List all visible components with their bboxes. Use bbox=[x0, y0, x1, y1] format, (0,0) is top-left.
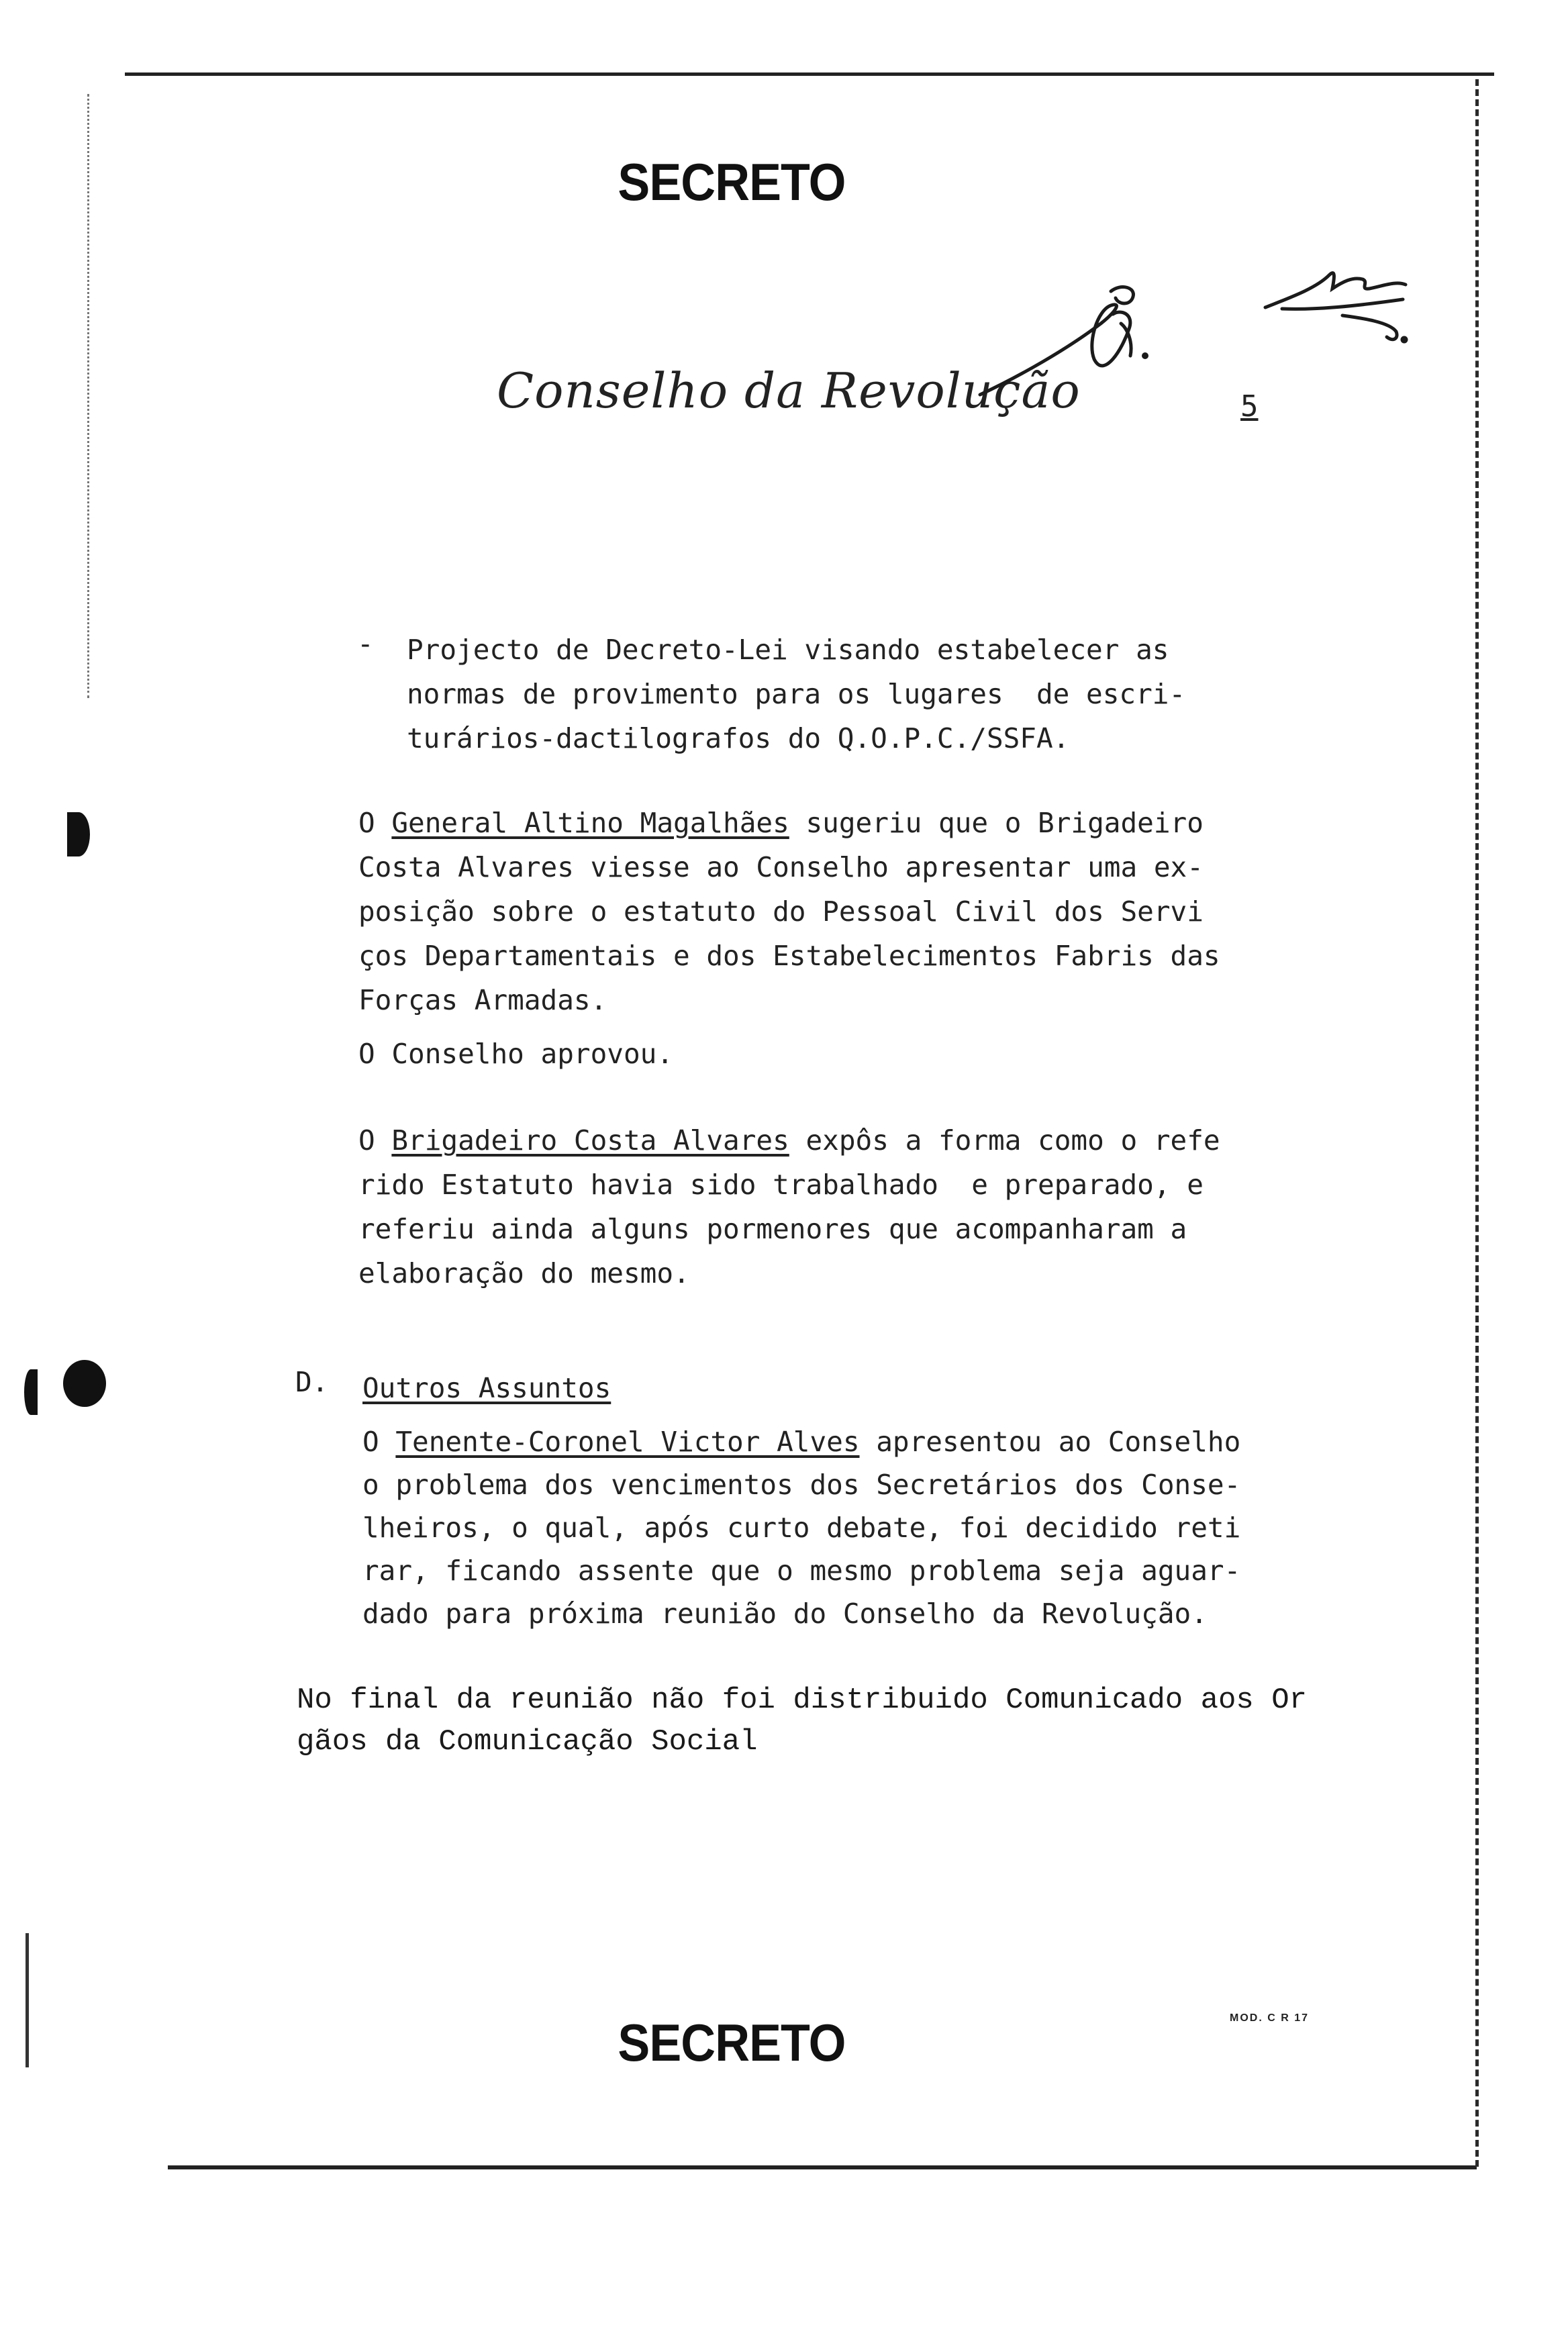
text-line: elaboração do mesmo. bbox=[358, 1257, 690, 1289]
text-line bbox=[358, 1118, 1220, 1163]
punch-hole-lower-edge bbox=[24, 1369, 38, 1415]
classification-footer: SECRETO bbox=[618, 2013, 846, 2072]
paragraph-general bbox=[358, 801, 1220, 1022]
text-fragment: apresentou ao Conselho bbox=[859, 1426, 1241, 1458]
page-number: 5 bbox=[1240, 389, 1259, 424]
text-fragment: O bbox=[358, 807, 392, 839]
section-label: D. bbox=[295, 1366, 329, 1398]
classification-header: SECRETO bbox=[618, 152, 846, 211]
text-line: lheiros, o qual, após curto debate, foi decidido reti bbox=[362, 1512, 1241, 1544]
speaker-name: Tenente-Coronel Victor Alves bbox=[395, 1426, 860, 1458]
punch-hole-upper bbox=[67, 812, 90, 856]
text-fragment: O bbox=[358, 1124, 392, 1157]
text-line: referiu ainda alguns pormenores que acompanharam a bbox=[358, 1213, 1187, 1245]
speaker-name: General Altino Magalhães bbox=[391, 807, 789, 839]
text-line: rido Estatuto havia sido trabalhado e preparado, e bbox=[358, 1169, 1204, 1201]
paragraph-aprovou: O Conselho aprovou. bbox=[358, 1038, 673, 1070]
paragraph-tenente-coronel bbox=[362, 1420, 1240, 1635]
text-line: No final da reunião não foi distribuido Comunicado aos Or bbox=[297, 1683, 1308, 1717]
text-line: turários-dactilografos do Q.O.P.C./SSFA. bbox=[407, 722, 1070, 754]
list-item-marker: - bbox=[357, 628, 374, 660]
handwritten-signature bbox=[967, 248, 1463, 416]
text-fragment: O bbox=[362, 1426, 396, 1458]
text-fragment: expôs a forma como o refe bbox=[789, 1124, 1220, 1157]
text-line: dado para próxima reunião do Conselho da Revolução. bbox=[362, 1598, 1208, 1630]
speaker-name: Brigadeiro Costa Alvares bbox=[391, 1124, 789, 1157]
text-line: o problema dos vencimentos dos Secretários dos Conse- bbox=[362, 1469, 1241, 1501]
text-line: gãos da Comunicação Social bbox=[297, 1725, 758, 1759]
text-line: posição sobre o estatuto do Pessoal Civil dos Servi bbox=[358, 895, 1204, 928]
text-line bbox=[358, 801, 1220, 845]
text-line: Projecto de Decreto-Lei visando estabelecer as bbox=[407, 634, 1169, 666]
paragraph-brigadeiro bbox=[358, 1118, 1220, 1295]
text-line bbox=[362, 1420, 1240, 1463]
punch-hole-lower bbox=[63, 1360, 106, 1407]
text-line: Forças Armadas. bbox=[358, 984, 607, 1016]
page-border-top bbox=[125, 72, 1494, 76]
section-title: Outros Assuntos bbox=[362, 1372, 611, 1404]
text-fragment: sugeriu que o Brigadeiro bbox=[789, 807, 1204, 839]
text-line: Costa Alvares viesse ao Conselho apresentar uma ex- bbox=[358, 851, 1204, 883]
form-code: MOD. C R 17 bbox=[1230, 2012, 1310, 2024]
text-line: normas de provimento para os lugares de escri- bbox=[407, 678, 1186, 710]
closing-paragraph bbox=[297, 1679, 1307, 1763]
text-line: ços Departamentais e dos Estabelecimentos Fabris das bbox=[358, 940, 1220, 972]
page-border-right bbox=[1475, 79, 1479, 2167]
letterhead: Conselho da Revolução bbox=[497, 362, 1081, 419]
item-projecto bbox=[407, 628, 1185, 761]
page-border-bottom bbox=[168, 2165, 1477, 2169]
text-line: rar, ficando assente que o mesmo problema seja aguar- bbox=[362, 1555, 1241, 1587]
